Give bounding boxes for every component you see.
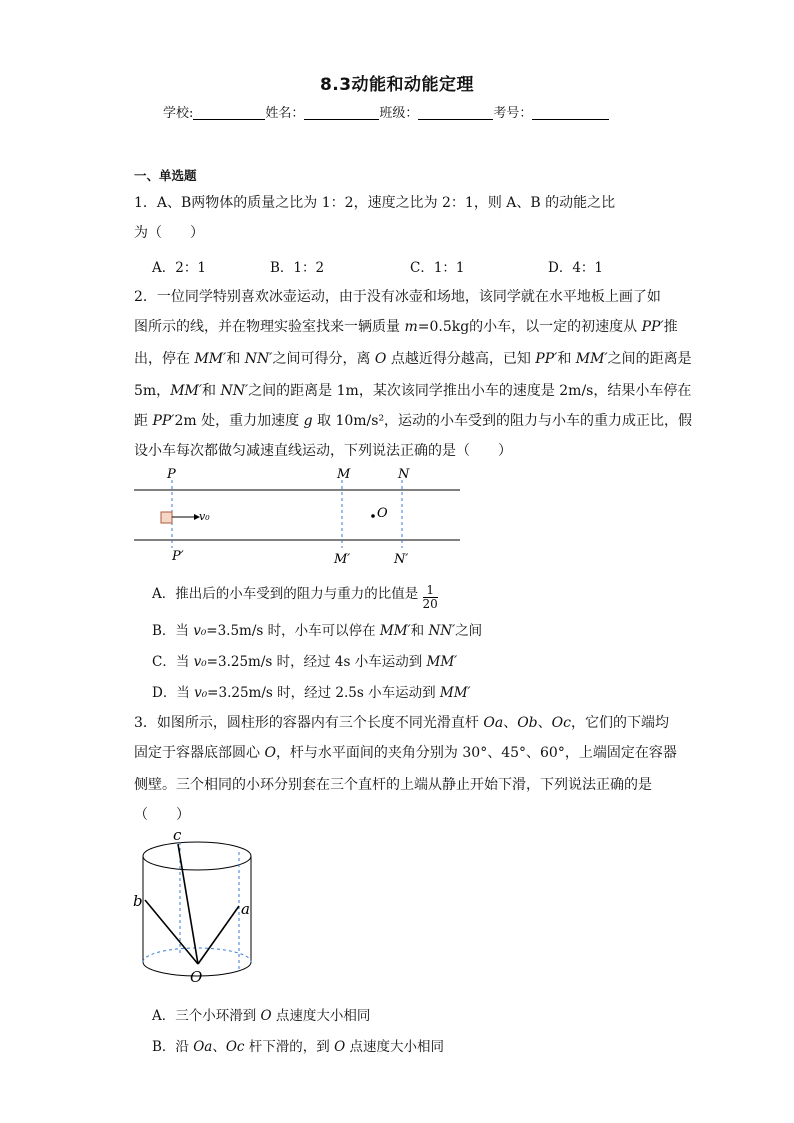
q3-line4: （ ） <box>134 807 190 823</box>
q3-line2: 固定于容器底部圆心 O，杆与水平面间的夹角分别为 30°、45°、60°，上端固定在容器 <box>134 745 677 761</box>
label-c: c <box>173 826 182 844</box>
q3-option-a[interactable]: A．三个小环滑到 O 点速度大小相同 <box>152 1008 371 1024</box>
q2-option-c[interactable]: C．当 v₀=3.25m/s 时，经过 4s 小车运动到 MM′ <box>152 654 458 670</box>
q3-line3: 侧壁。三个相同的小环分别套在三个直杆的上端从静止开始下滑，下列说法正确的是 <box>134 777 652 793</box>
q2-line1: 2．一位同学特别喜欢冰壶运动，由于没有冰壶和场地，该同学就在水平地板上画了如 <box>134 289 661 305</box>
name-field[interactable] <box>304 105 379 120</box>
q3-cylinder-figure <box>128 824 268 986</box>
rod-oc <box>178 844 198 964</box>
q2-track-figure <box>130 462 465 572</box>
q3-line1: 3．如图所示，圆柱形的容器内有三个长度不同光滑直杆 Oa、Ob、Oc，它们的下端均 <box>134 715 669 731</box>
q2-option-b[interactable]: B．当 v₀=3.5m/s 时，小车可以停在 MM′和 NN′之间 <box>152 623 483 639</box>
fraction-1-20: $\frac{1}{20}$ <box>422 583 438 611</box>
q1-line1: 1．A、B两物体的质量之比为 1：2，速度之比为 2：1，则 A、B 的动能之比 <box>134 195 616 211</box>
label-a: a <box>241 900 250 918</box>
q1-option-b[interactable]: B．1：2 <box>270 260 325 276</box>
label-v0: v₀ <box>199 510 210 523</box>
class-field[interactable] <box>418 105 493 120</box>
q2-line2: 图所示的线，并在物理实验室找来一辆质量 m=0.5kg的小车，以一定的初速度从 PP′推 <box>134 319 678 335</box>
q2-line3: 出，停在 MM′和 NN′之间可得分，离 O 点越近得分越高，已知 PP′和 MM′之间的距离是 <box>134 351 692 367</box>
page-title: 8.3动能和动能定理 <box>319 75 475 95</box>
exam-no-label: 考号： <box>493 106 533 121</box>
label-m: M <box>337 467 351 482</box>
q1-option-d[interactable]: D．4：1 <box>548 260 604 276</box>
q2-line5: 距 PP′2m 处，重力加速度 g 取 10m/s²，运动的小车受到的阻力与小车的重力成正比，假 <box>134 413 693 429</box>
q1-line2: 为（ ） <box>134 225 204 241</box>
q1-option-a[interactable]: A．2：1 <box>152 260 206 276</box>
q2-line6: 设小车每次都做匀减速直线运动，下列说法正确的是（ ） <box>134 443 512 459</box>
student-info-row <box>163 102 609 121</box>
label-p-prime: P′ <box>172 549 184 564</box>
q1-option-c[interactable]: C．1：1 <box>410 260 465 276</box>
label-n: N <box>398 467 410 482</box>
q3-option-b[interactable]: B．沿 Oa、Oc 杆下滑的，到 O 点速度大小相同 <box>152 1039 444 1055</box>
q2-line4: 5m，MM′和 NN′之间的距离是 1m，某次该同学推出小车的速度是 2m/s，结果小车停在 <box>134 383 692 399</box>
cylinder-top <box>143 842 251 870</box>
section-heading: 一、单选题 <box>134 168 197 183</box>
label-m-prime: M′ <box>334 552 351 567</box>
class-label: 班级： <box>379 106 419 121</box>
school-label: 学校: <box>163 106 194 121</box>
label-p: P <box>167 467 176 482</box>
rod-oa <box>198 906 239 964</box>
exam-no-field[interactable] <box>532 105 609 120</box>
label-o: O <box>377 506 388 521</box>
point-o <box>371 514 375 518</box>
label-o: O <box>190 968 203 986</box>
label-n-prime: N′ <box>394 552 409 567</box>
label-b: b <box>133 892 143 910</box>
q2-option-d[interactable]: D．当 v₀=3.25m/s 时，经过 2.5s 小车运动到 MM′ <box>152 685 471 701</box>
q2-option-a[interactable]: A．推出后的小车受到的阻力与重力的比值是 $\frac{1}{20}$ <box>152 583 438 611</box>
school-field[interactable] <box>193 105 265 120</box>
cart-block <box>161 512 172 523</box>
name-label: 姓名： <box>265 106 305 121</box>
